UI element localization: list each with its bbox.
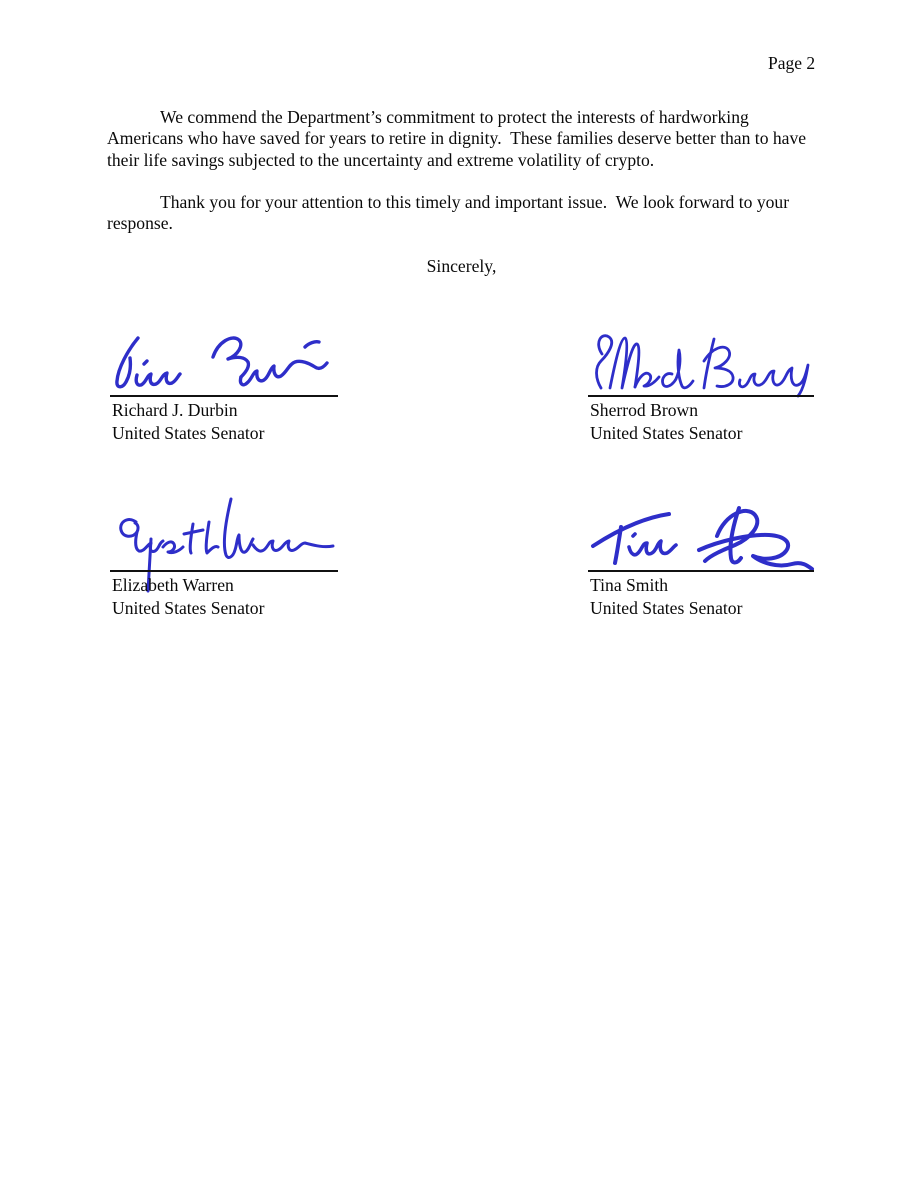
signature-block-richard-durbin — [110, 330, 338, 450]
signature-rule — [110, 395, 338, 397]
page-number: Page 2 — [768, 53, 816, 73]
signatory-name: Richard J. Durbin — [112, 400, 238, 420]
tina-smith-signature — [588, 505, 814, 571]
body-paragraph-2: Thank you for your attention to this timely and important issue. We look forward to your response. — [107, 192, 794, 234]
richard-durbin-signature — [110, 330, 338, 396]
signatory-title: United States Senator — [112, 598, 265, 618]
signature-rule — [110, 570, 338, 572]
signatory-name: Tina Smith — [590, 575, 669, 595]
signature-block-sherrod-brown — [588, 330, 814, 450]
signatory-name: Sherrod Brown — [590, 400, 698, 420]
signatory-title: United States Senator — [112, 423, 265, 443]
signatory-title: United States Senator — [590, 598, 743, 618]
body-paragraph-1: We commend the Department’s commitment to protect the interests of hardworking Americans who have saved for years to retire in dignity. These families deserve better than to have their life savings subjected to the uncertainty and extreme volatility of crypto. — [107, 107, 811, 170]
signature-rule — [588, 395, 814, 397]
signature-block-elizabeth-warren — [110, 505, 338, 625]
closing-sincerely: Sincerely, — [426, 256, 497, 276]
signatory-title: United States Senator — [590, 423, 743, 443]
elizabeth-warren-signature — [110, 505, 338, 571]
signature-rule — [588, 570, 814, 572]
sherrod-brown-signature — [588, 330, 814, 396]
signature-block-tina-smith — [588, 505, 814, 625]
signatory-name: Elizabeth Warren — [112, 575, 234, 595]
